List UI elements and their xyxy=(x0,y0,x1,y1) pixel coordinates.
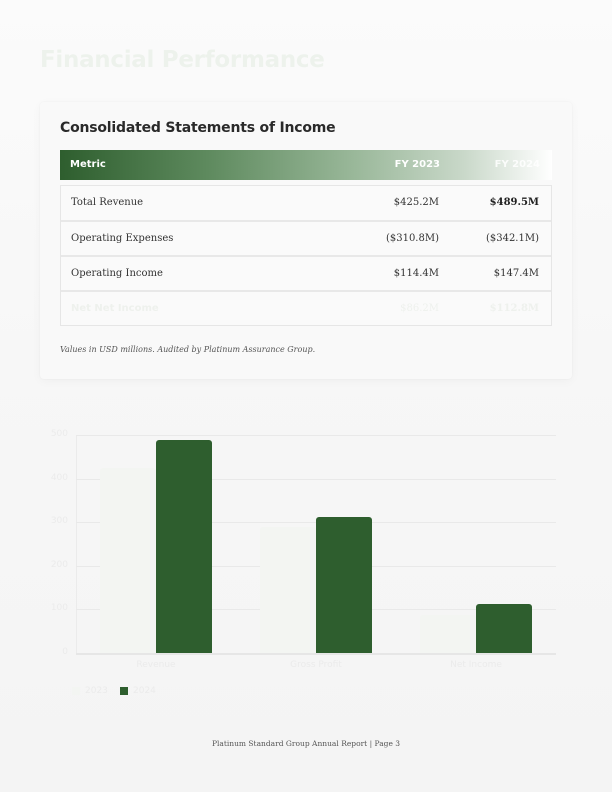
y-tick-label: 400 xyxy=(50,472,68,483)
x-tick-label: Revenue xyxy=(136,660,176,670)
bar-2024-revenue xyxy=(156,440,212,653)
table-footnote: Values in USD millions. Audited by Platinum Assurance Group. xyxy=(60,345,316,354)
card-title: Consolidated Statements of Income xyxy=(60,120,336,136)
cell-fy2023: ($310.8M) xyxy=(385,233,439,244)
cell-metric: Operating Income xyxy=(71,268,163,279)
x-tick-label: Net Income xyxy=(450,660,502,670)
bar-2024-gross-profit xyxy=(316,517,372,653)
cell-fy2024: $147.4M xyxy=(493,268,539,279)
page-title: Financial Performance xyxy=(40,47,325,73)
header-fy2023: FY 2023 xyxy=(394,159,440,170)
table-header xyxy=(60,150,552,180)
table-body xyxy=(60,185,552,326)
bar-2023-gross-profit xyxy=(260,527,316,653)
page-footer: Platinum Standard Group Annual Report | Page 3 xyxy=(211,739,401,748)
x-axis xyxy=(76,653,556,655)
y-tick-label: 300 xyxy=(50,516,68,527)
income-statement-table xyxy=(60,150,552,326)
y-tick-label: 200 xyxy=(50,559,68,570)
cell-metric: Operating Expenses xyxy=(71,233,174,244)
bar-2024-net-income xyxy=(476,604,532,653)
cell-fy2024: $489.5M xyxy=(489,197,539,208)
cell-metric: Total Revenue xyxy=(71,197,144,208)
bar-2023-revenue xyxy=(100,468,156,653)
cell-fy2023: $425.2M xyxy=(393,197,439,208)
table-row xyxy=(61,220,551,255)
header-fy2024: FY 2024 xyxy=(494,159,540,170)
legend-label: 2024 xyxy=(133,686,156,696)
bar-2023-net-income xyxy=(420,615,476,653)
legend-swatch-icon xyxy=(120,687,128,695)
x-tick-label: Gross Profit xyxy=(290,660,342,670)
table-row xyxy=(61,255,551,290)
table-row xyxy=(61,186,551,220)
y-tick-label: 0 xyxy=(62,647,68,657)
cell-metric: Net Net Income xyxy=(71,303,159,314)
bar-chart xyxy=(0,420,612,710)
header-metric: Metric xyxy=(70,159,106,170)
table-row xyxy=(61,290,551,325)
y-axis xyxy=(76,435,77,654)
cell-fy2024: ($342.1M) xyxy=(485,233,539,244)
cell-fy2024: $112.8M xyxy=(489,303,539,314)
y-tick-label: 500 xyxy=(50,429,68,439)
y-tick-label: 100 xyxy=(50,603,68,614)
legend-label: 2023 xyxy=(85,686,108,696)
grid-line xyxy=(76,435,556,436)
cell-fy2023: $114.4M xyxy=(393,268,439,279)
income-statement-card xyxy=(40,102,572,379)
cell-fy2023: $86.2M xyxy=(400,303,439,314)
legend-swatch-icon xyxy=(72,687,80,695)
